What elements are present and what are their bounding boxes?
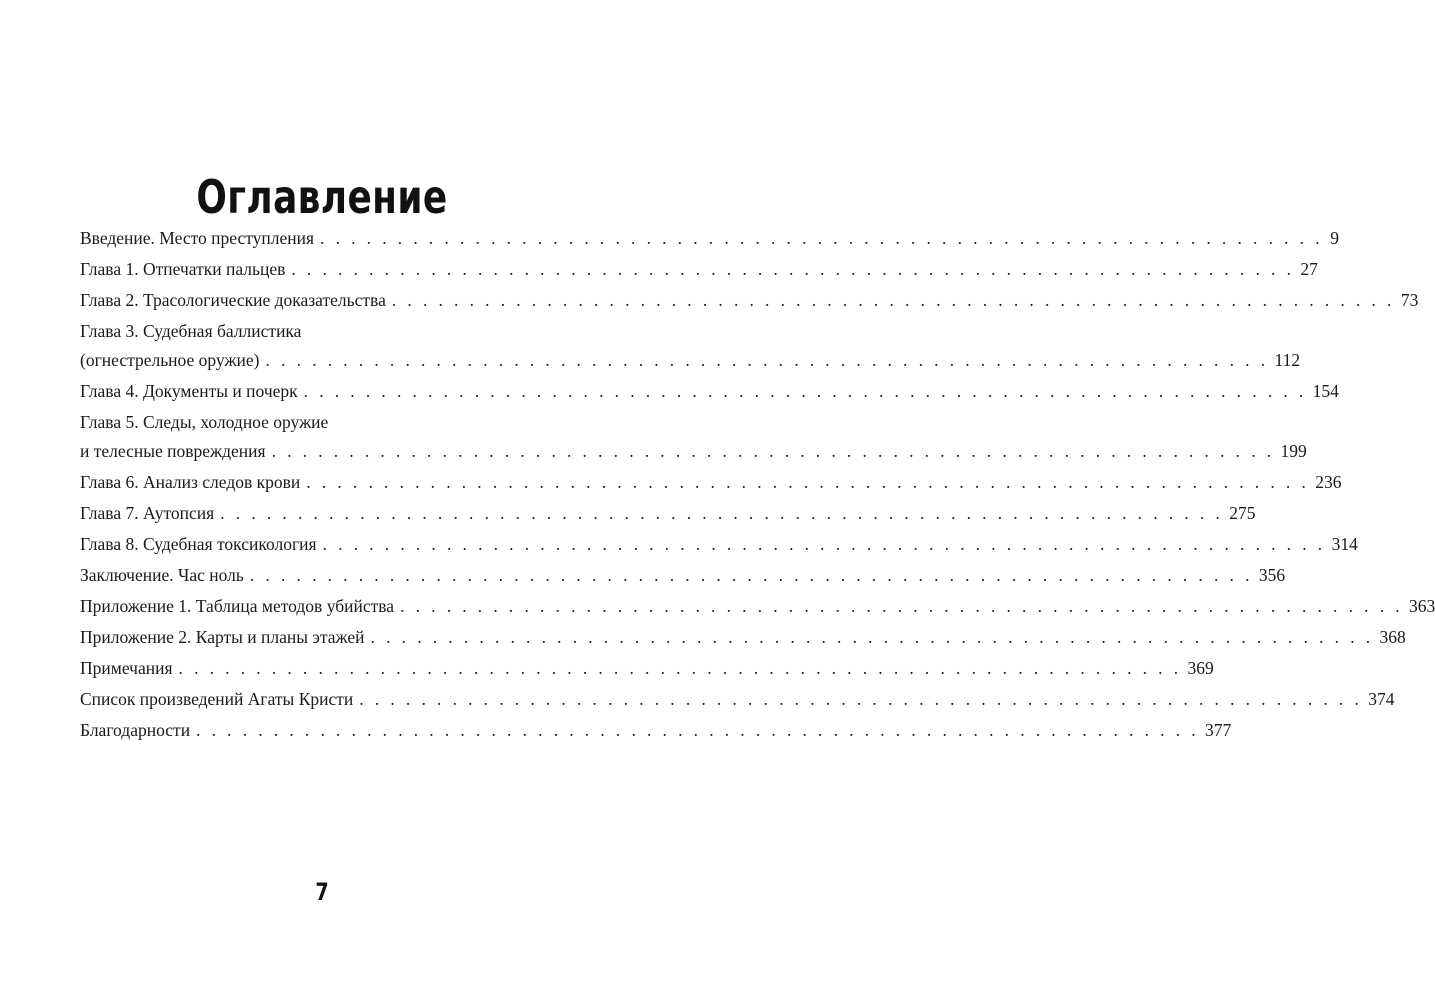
toc-entry-page-number: 374 <box>1368 689 1395 709</box>
toc-entry-title: Глава 8. Судебная токсикология <box>80 534 317 554</box>
toc-entry <box>80 592 1435 621</box>
toc-entry-line-continued <box>80 408 522 437</box>
dot-leader: . . . . . . . . . . . . . . . . . . . . . . . . . . . . . . . . . . . . . . . . . . . . . . . . . . . . . . . . . . . . . . . . . <box>359 689 1363 709</box>
toc-entry-line <box>80 437 1307 466</box>
dot-leader: . . . . . . . . . . . . . . . . . . . . . . . . . . . . . . . . . . . . . . . . . . . . . . . . . . . . . . . . . . . . . . . . . <box>370 627 1374 647</box>
toc-entry-title: Примечания <box>80 658 173 678</box>
toc-entry-title: Введение. Место преступления <box>80 228 315 248</box>
toc-entry-page-number: 363 <box>1409 596 1435 616</box>
toc-entry <box>80 224 1340 253</box>
toc-entry-line <box>80 623 1406 652</box>
toc-entry-line <box>80 346 1301 375</box>
dot-leader: . . . . . . . . . . . . . . . . . . . . . . . . . . . . . . . . . . . . . . . . . . . . . . . . . . . . . . . . . . . . . . . . . <box>322 534 1326 554</box>
toc-entry-line <box>80 530 1358 559</box>
toc-entry-title: Глава 7. Аутопсия <box>80 503 215 523</box>
toc-entry <box>80 468 1342 497</box>
toc-entry <box>80 685 1395 714</box>
dot-leader: . . . . . . . . . . . . . . . . . . . . . . . . . . . . . . . . . . . . . . . . . . . . . . . . . . . . . . . . . . . . . . . . . <box>220 503 1224 523</box>
toc-entry-page-number: 199 <box>1280 441 1307 461</box>
toc-entry-title: и телесные повреждения <box>80 441 266 461</box>
toc-entry-title: Глава 3. Судебная баллистика <box>80 321 302 341</box>
toc-entry-line <box>80 255 1318 284</box>
toc-entry-page-number: 27 <box>1300 259 1318 279</box>
dot-leader: . . . . . . . . . . . . . . . . . . . . . . . . . . . . . . . . . . . . . . . . . . . . . . . . . . . . . . . . . . . . . . . . . <box>303 381 1307 401</box>
toc-entry-page-number: 356 <box>1258 565 1286 585</box>
toc-entry <box>80 530 1358 559</box>
toc-entry-page-number: 314 <box>1331 534 1358 554</box>
page-number: 7 <box>315 878 329 906</box>
toc-entry-line <box>80 499 1256 528</box>
toc-entry-page-number: 369 <box>1187 658 1214 678</box>
dot-leader: . . . . . . . . . . . . . . . . . . . . . . . . . . . . . . . . . . . . . . . . . . . . . . . . . . . . . . . . . . . . . . . . . <box>196 720 1200 740</box>
toc-entry <box>80 561 1286 590</box>
toc-entry-line <box>80 685 1395 714</box>
toc-entry <box>80 317 1301 375</box>
toc-entry <box>80 623 1406 652</box>
toc-entry-page-number: 112 <box>1274 350 1301 370</box>
toc-entry-title: Глава 5. Следы, холодное оружие <box>80 412 329 432</box>
toc-entry <box>80 654 1214 683</box>
dot-leader: . . . . . . . . . . . . . . . . . . . . . . . . . . . . . . . . . . . . . . . . . . . . . . . . . . . . . . . . . . . . . . . . . <box>306 472 1310 492</box>
toc-entry-title: Список произведений Агаты Кристи <box>80 689 354 709</box>
toc-entry <box>80 286 1419 315</box>
dot-leader: . . . . . . . . . . . . . . . . . . . . . . . . . . . . . . . . . . . . . . . . . . . . . . . . . . . . . . . . . . . . . . . . . <box>391 290 1395 310</box>
toc-entry-page-number: 368 <box>1379 627 1406 647</box>
toc-entry-line <box>80 561 1286 590</box>
toc-entry <box>80 255 1318 284</box>
toc-entry-line <box>80 468 1342 497</box>
toc-entry-line <box>80 716 1232 745</box>
toc-entry-title: Глава 6. Анализ следов крови <box>80 472 301 492</box>
toc-entry-line-continued <box>80 317 522 346</box>
dot-leader: . . . . . . . . . . . . . . . . . . . . . . . . . . . . . . . . . . . . . . . . . . . . . . . . . . . . . . . . . . . . . . . . . <box>320 228 1324 248</box>
toc-entry <box>80 716 1232 745</box>
dot-leader: . . . . . . . . . . . . . . . . . . . . . . . . . . . . . . . . . . . . . . . . . . . . . . . . . . . . . . . . . . . . . . . . . <box>249 565 1253 585</box>
page-title: Оглавление <box>196 169 448 224</box>
toc-entry-page-number: 9 <box>1330 228 1340 248</box>
table-of-contents <box>80 224 1435 747</box>
toc-entry-line <box>80 377 1339 406</box>
toc-entry-line <box>80 592 1435 621</box>
toc-entry-line <box>80 286 1419 315</box>
toc-entry-page-number: 236 <box>1315 472 1342 492</box>
toc-entry-line <box>80 224 1340 253</box>
toc-entry-page-number: 154 <box>1312 381 1339 401</box>
toc-entry-page-number: 275 <box>1229 503 1256 523</box>
toc-entry <box>80 408 1307 466</box>
toc-entry-page-number: 73 <box>1400 290 1419 310</box>
toc-entry-page-number: 377 <box>1205 720 1232 740</box>
dot-leader: . . . . . . . . . . . . . . . . . . . . . . . . . . . . . . . . . . . . . . . . . . . . . . . . . . . . . . . . . . . . . . . . . <box>265 350 1269 370</box>
toc-entry-title: Глава 2. Трасологические доказательства <box>80 290 386 310</box>
dot-leader: . . . . . . . . . . . . . . . . . . . . . . . . . . . . . . . . . . . . . . . . . . . . . . . . . . . . . . . . . . . . . . . . . <box>400 596 1404 616</box>
toc-entry-title: Заключение. Час ноль <box>80 565 244 585</box>
toc-entry-title: Глава 4. Документы и почерк <box>80 381 298 401</box>
dot-leader: . . . . . . . . . . . . . . . . . . . . . . . . . . . . . . . . . . . . . . . . . . . . . . . . . . . . . . . . . . . . . . . . . <box>271 441 1275 461</box>
toc-entry-line <box>80 654 1214 683</box>
dot-leader: . . . . . . . . . . . . . . . . . . . . . . . . . . . . . . . . . . . . . . . . . . . . . . . . . . . . . . . . . . . . . . . . . <box>291 259 1295 279</box>
toc-entry-title: (огнестрельное оружие) <box>80 350 260 370</box>
toc-entry <box>80 377 1339 406</box>
toc-entry-title: Приложение 2. Карты и планы этажей <box>80 627 365 647</box>
toc-entry-title: Благодарности <box>80 720 191 740</box>
toc-entry-title: Приложение 1. Таблица методов убийства <box>80 596 395 616</box>
toc-entry <box>80 499 1256 528</box>
toc-entry-title: Глава 1. Отпечатки пальцев <box>80 259 286 279</box>
dot-leader: . . . . . . . . . . . . . . . . . . . . . . . . . . . . . . . . . . . . . . . . . . . . . . . . . . . . . . . . . . . . . . . . . <box>178 658 1182 678</box>
